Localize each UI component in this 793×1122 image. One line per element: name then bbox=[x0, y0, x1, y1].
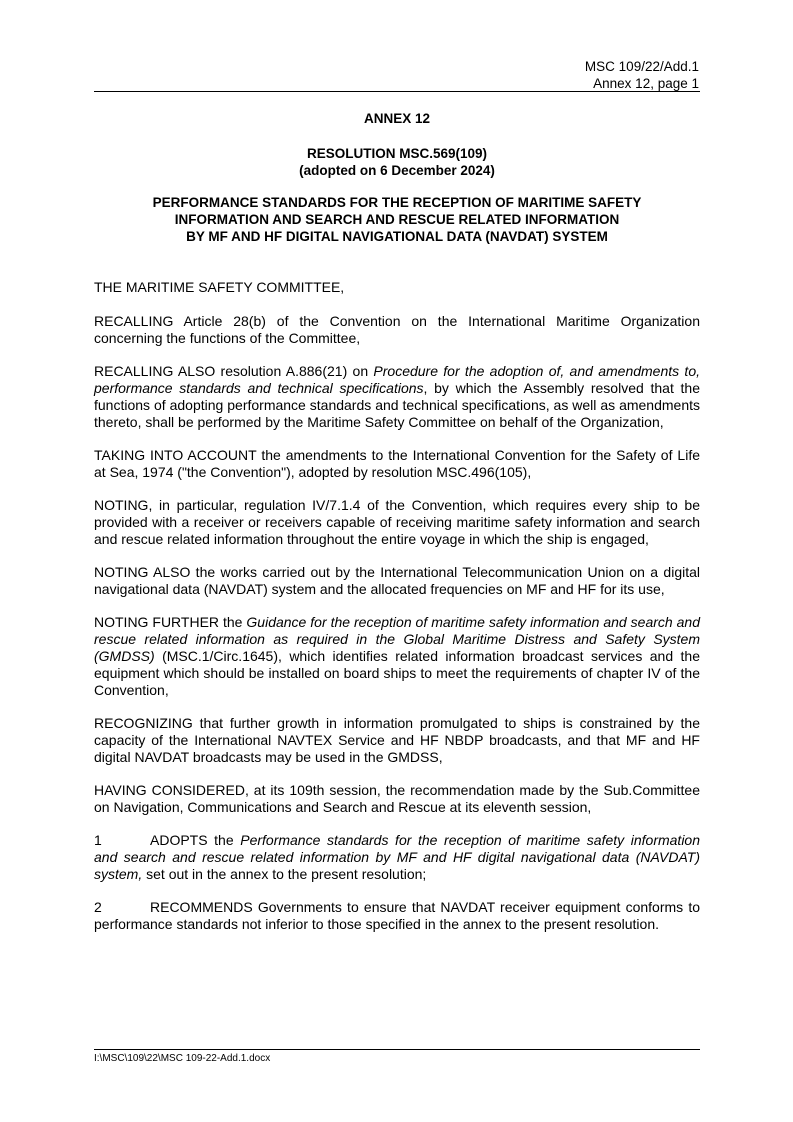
noting-further-rest: (MSC.1/Circ.1645), which identifies related information broadcast services and the equipment which should be installed on board ships to meet the requirements of chapter IV of the Convention, bbox=[94, 648, 700, 698]
title-line-1: PERFORMANCE STANDARDS FOR THE RECEPTION OF MARITIME SAFETY bbox=[152, 195, 642, 210]
op1-title: Performance standards for the reception of maritime safety information and search and rescue related information by MF and HF digital navigational data (NAVDAT) system, bbox=[94, 832, 700, 882]
resolution-block bbox=[94, 145, 700, 179]
recalling-also-intro: RECALLING ALSO resolution A.886(21) on bbox=[94, 363, 374, 379]
op1-rest: set out in the annex to the present resolution; bbox=[142, 866, 427, 882]
having-considered-paragraph: HAVING CONSIDERED, at its 109th session, the recommendation made by the Sub.Committee on Navigation, Communications and Search and Rescue at its eleventh session, bbox=[94, 782, 700, 815]
resolution-number: RESOLUTION MSC.569(109) bbox=[306, 146, 488, 161]
recalling-also-rest: , by which the Assembly resolved that the functions of adopting performance standards and technical specifications, as well as amendments thereto, shall be performed by the Maritime Safety Committee on behalf of the Organization, bbox=[94, 380, 700, 430]
committee-heading: THE MARITIME SAFETY COMMITTEE, bbox=[94, 279, 345, 295]
document-title bbox=[94, 194, 700, 245]
file-path: I:\MSC\109\22\MSC 109-22-Add.1.docx bbox=[94, 1053, 271, 1064]
footer-divider bbox=[94, 1049, 700, 1050]
op1-intro: ADOPTS the bbox=[150, 832, 241, 848]
recalling-also-title: Procedure for the adoption of, and amendments to, performance standards and technical specifications bbox=[94, 363, 700, 396]
document-reference bbox=[585, 58, 699, 92]
recognizing-paragraph: RECOGNIZING that further growth in information promulgated to ships is constrained by the capacity of the International NAVTEX Service and HF NBDP broadcasts, and that MF and HF digital NAVDAT broadcasts may be used in the GMDSS, bbox=[94, 715, 700, 765]
noting-further-title: Guidance for the reception of maritime safety information and search and rescue related information as required in the Global Maritime Distress and Safety System (GMDSS) bbox=[94, 614, 700, 664]
noting-also-paragraph: NOTING ALSO the works carried out by the International Telecommunication Union on a digital navigational data (NAVDAT) system and the allocated frequencies on MF and HF for its use, bbox=[94, 564, 700, 597]
noting-paragraph: NOTING, in particular, regulation IV/7.1.4 of the Convention, which requires every ship to be provided with a receiver or receivers capable of receiving maritime safety information and search and rescue related information throughout the entire voyage in which the ship is engaged, bbox=[94, 497, 700, 547]
operative-paragraph-1 bbox=[94, 832, 700, 883]
paragraph-number-2: 2 bbox=[94, 899, 102, 915]
noting-further-intro: NOTING FURTHER the bbox=[94, 614, 247, 630]
page-reference: Annex 12, page 1 bbox=[593, 76, 699, 91]
op2-text: RECOMMENDS Governments to ensure that NAVDAT receiver equipment conforms to performance standards not inferior to those specified in the annex to the present resolution. bbox=[94, 899, 700, 932]
header-divider bbox=[94, 91, 700, 92]
annex-label: ANNEX 12 bbox=[363, 111, 431, 126]
noting-further-paragraph bbox=[94, 614, 700, 699]
adoption-date: (adopted on 6 December 2024) bbox=[299, 163, 495, 178]
recalling-also-paragraph bbox=[94, 363, 700, 431]
doc-ref-number: MSC 109/22/Add.1 bbox=[584, 59, 699, 74]
paragraph-number-1: 1 bbox=[94, 832, 102, 848]
recalling-paragraph: RECALLING Article 28(b) of the Convention on the International Maritime Organization concerning the functions of the Committee, bbox=[94, 313, 700, 346]
title-line-3: BY MF AND HF DIGITAL NAVIGATIONAL DATA (NAVDAT) SYSTEM bbox=[186, 229, 608, 244]
taking-into-account-paragraph: TAKING INTO ACCOUNT the amendments to the International Convention for the Safety of Life at Sea, 1974 ("the Convention"), adopted by resolution MSC.496(105), bbox=[94, 447, 700, 480]
operative-paragraph-2 bbox=[94, 899, 700, 933]
resolution-body bbox=[94, 279, 700, 949]
title-line-2: INFORMATION AND SEARCH AND RESCUE RELATED INFORMATION bbox=[174, 212, 620, 227]
